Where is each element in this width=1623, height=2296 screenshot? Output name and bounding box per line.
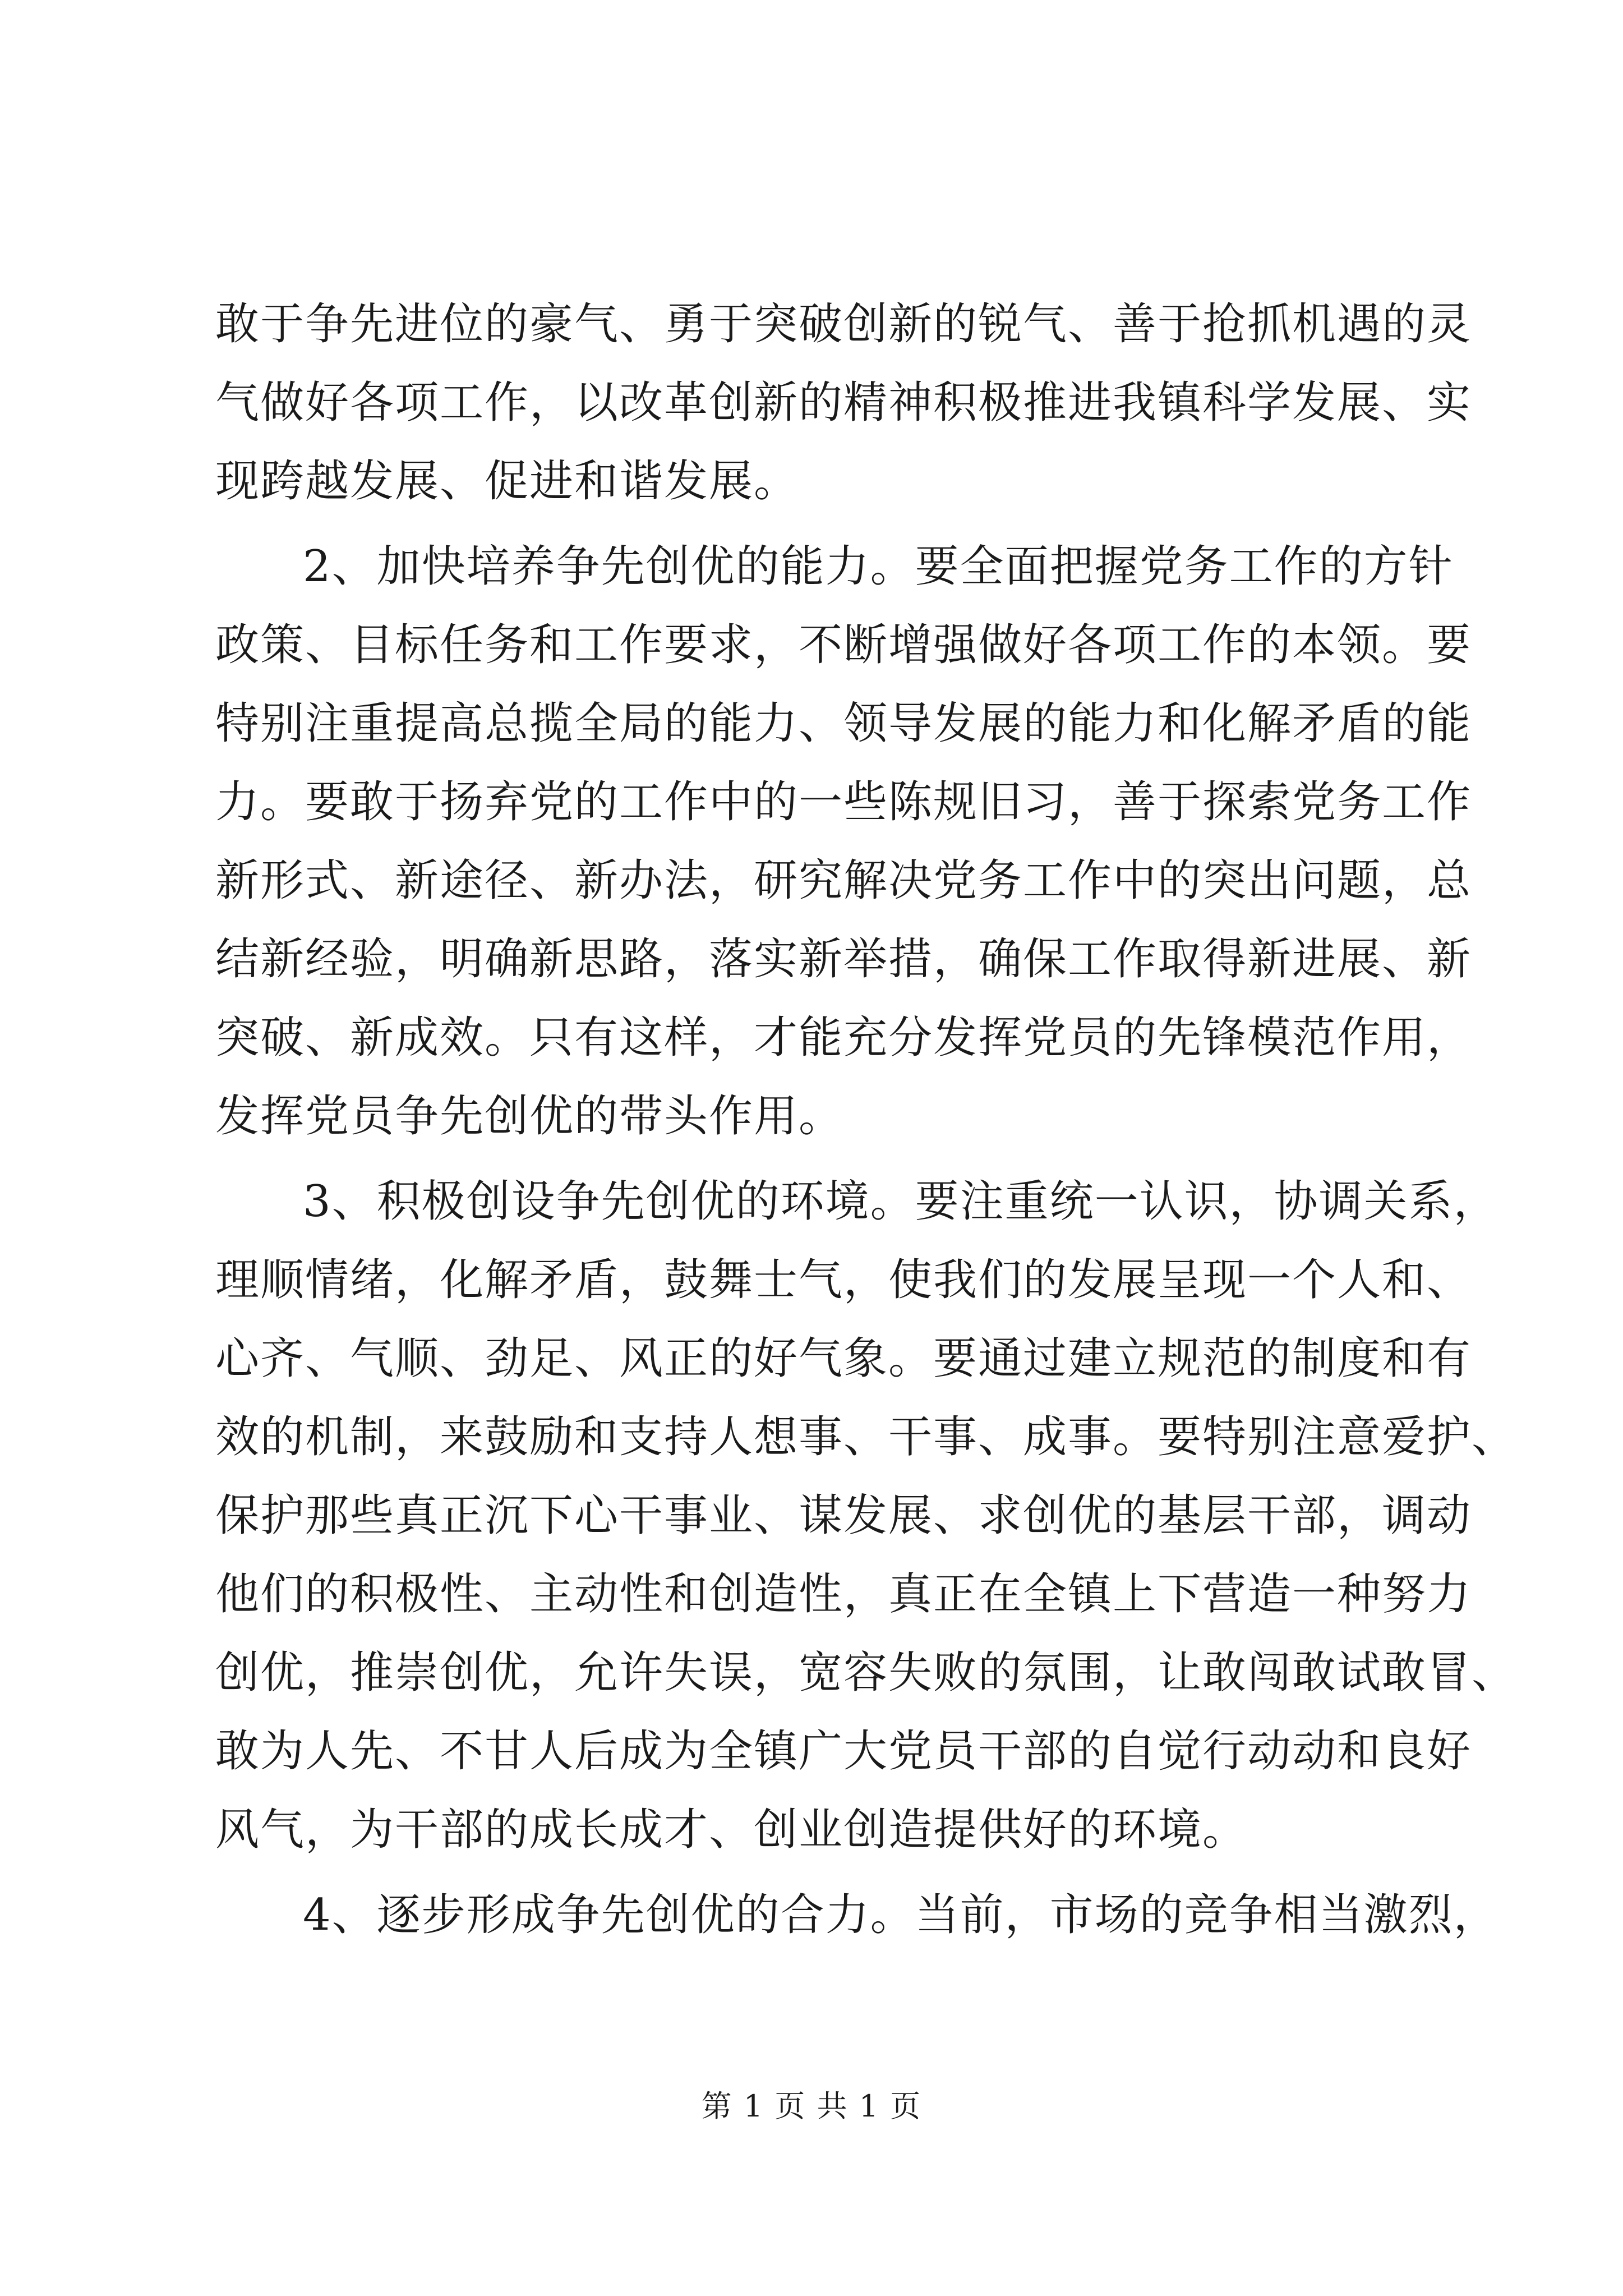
text-line: 新形式、新途径、新办法，研究解决党务工作中的突出问题，总: [215, 855, 1472, 906]
text-line: 敢于争先进位的豪气、勇于突破创新的锐气、善于抢抓机遇的灵: [215, 299, 1472, 349]
text-line: 效的机制，来鼓励和支持人想事、干事、成事。要特别注意爱护、: [215, 1412, 1517, 1462]
text-line: 创优，推崇创优，允许失误，宽容失败的氛围，让敢闯敢试敢冒、: [215, 1648, 1517, 1698]
text-line: 现跨越发展、促进和谐发展。: [215, 456, 799, 507]
page-number-footer: 第 1 页 共 1 页: [701, 2088, 922, 2124]
text-line: 敢为人先、不甘人后成为全镇广大党员干部的自觉行动动和良好: [215, 1726, 1472, 1777]
paragraph-4-first-line: 4、逐步形成争先创优的合力。当前，市场的竞争相当激烈，: [303, 1890, 1498, 1940]
paragraph-3-first-line: 3、积极创设争先创优的环境。要注重统一认识，协调关系，: [303, 1176, 1498, 1227]
text-line: 他们的积极性、主动性和创造性，真正在全镇上下营造一种努力: [215, 1569, 1472, 1619]
text-line: 力。要敢于扬弃党的工作中的一些陈规旧习，善于探索党务工作: [215, 777, 1472, 827]
text-line: 特别注重提高总揽全局的能力、领导发展的能力和化解矛盾的能: [215, 698, 1472, 749]
text-line: 突破、新成效。只有这样，才能充分发挥党员的先锋模范作用，: [215, 1013, 1472, 1063]
text-line: 风气，为干部的成长成才、创业创造提供好的环境。: [215, 1805, 1248, 1855]
text-line: 心齐、气顺、劲足、风正的好气象。要通过建立规范的制度和有: [215, 1333, 1472, 1384]
text-line: 保护那些真正沉下心干事业、谋发展、求创优的基层干部，调动: [215, 1490, 1472, 1541]
text-line: 政策、目标任务和工作要求，不断增强做好各项工作的本领。要: [215, 620, 1472, 670]
text-line: 结新经验，明确新思路，落实新举措，确保工作取得新进展、新: [215, 934, 1472, 984]
text-line: 发挥党员争先创优的带头作用。: [215, 1091, 844, 1142]
text-line: 气做好各项工作，以改革创新的精神积极推进我镇科学发展、实: [215, 378, 1472, 428]
text-line: 理顺情绪，化解矛盾，鼓舞士气，使我们的发展呈现一个人和、: [215, 1255, 1472, 1305]
paragraph-2-first-line: 2、加快培养争先创优的能力。要全面把握党务工作的方针: [303, 541, 1454, 592]
